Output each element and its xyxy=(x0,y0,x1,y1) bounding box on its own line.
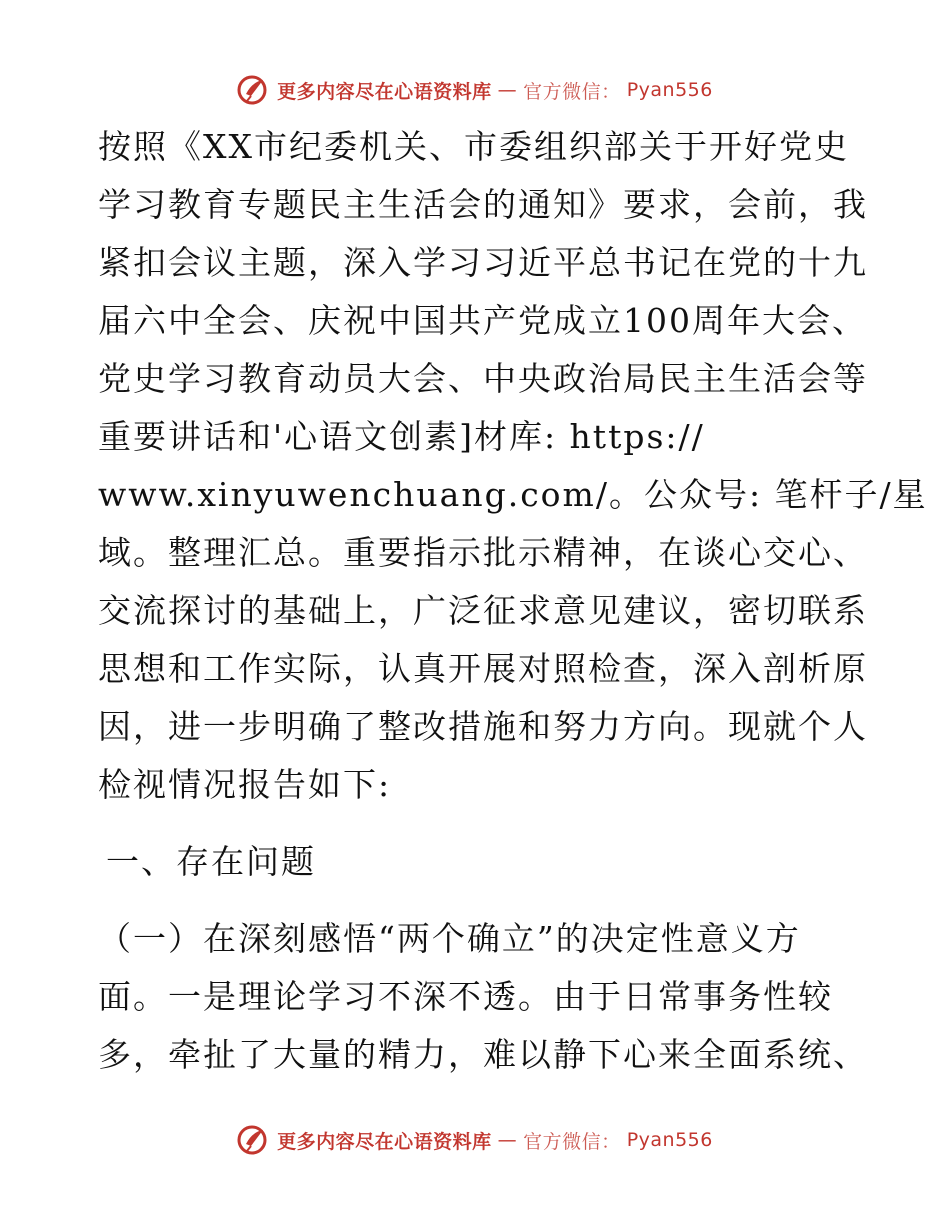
brand-logo-icon xyxy=(237,74,271,106)
watermark-separator: — xyxy=(497,1129,518,1151)
body-paragraph-2 xyxy=(98,910,868,1084)
brand-logo-icon xyxy=(237,1124,271,1156)
paragraph-line: 按照《XX市纪委机关、市委组织部关于开好党史 xyxy=(98,127,849,166)
paragraph-line: 因，进一步明确了整改措施和努力方向。现就个人 xyxy=(98,707,868,746)
watermark-wechat-id: Pyan556 xyxy=(626,79,713,101)
paragraph-line: 思想和工作实际，认真开展对照检查，深入剖析原 xyxy=(98,649,868,688)
footer-watermark xyxy=(0,1124,950,1156)
body-paragraph-1 xyxy=(98,118,928,814)
paragraph-line: 多，牵扯了大量的精力，难以静下心来全面系统、 xyxy=(98,1035,868,1074)
watermark-main-text: 更多内容尽在心语资料库 xyxy=(277,80,492,103)
paragraph-line: （一）在深刻感悟“两个确立”的决定性意义方 xyxy=(98,919,801,958)
paragraph-line: 检视情况报告如下: xyxy=(98,765,392,804)
watermark-wechat-id: Pyan556 xyxy=(626,1129,713,1151)
watermark-official-label: 官方微信： xyxy=(523,80,621,103)
paragraph-line: www.xinyuwenchuang.com/。公众号: 笔杆子/星 xyxy=(98,475,928,514)
paragraph-line: 交流探讨的基础上，广泛征求意见建议，密切联系 xyxy=(98,591,868,630)
paragraph-line: 学习教育专题民主生活会的通知》要求，会前，我 xyxy=(98,185,868,224)
paragraph-line: 面。一是理论学习不深不透。由于日常事务性较 xyxy=(98,977,833,1016)
section-heading: 一、存在问题 xyxy=(106,842,316,881)
watermark-main-text: 更多内容尽在心语资料库 xyxy=(277,1130,492,1153)
paragraph-line: 重要讲话和'心语文创素]材库: https:// xyxy=(98,417,705,456)
paragraph-line: 域。整理汇总。重要指示批示精神，在谈心交心、 xyxy=(98,533,868,572)
header-watermark xyxy=(0,74,950,106)
paragraph-line: 届六中全会、庆祝中国共产党成立100周年大会、 xyxy=(98,301,867,340)
watermark-official-label: 官方微信： xyxy=(523,1130,621,1153)
paragraph-line: 党史学习教育动员大会、中央政治局民主生活会等 xyxy=(98,359,868,398)
watermark-separator: — xyxy=(497,79,518,101)
paragraph-line: 紧扣会议主题，深入学习习近平总书记在党的十九 xyxy=(98,243,868,282)
